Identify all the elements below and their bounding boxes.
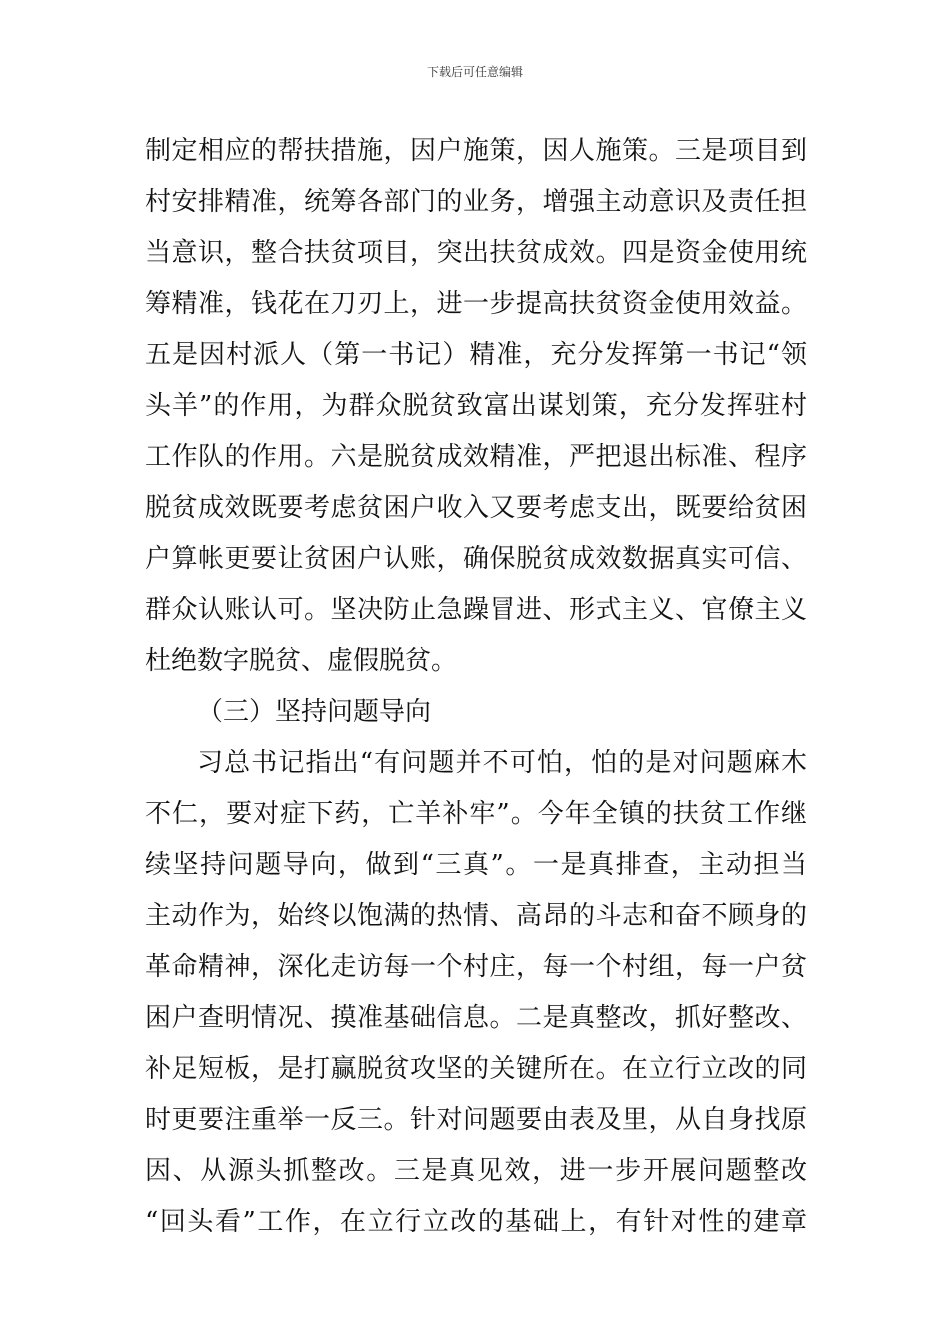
- text-line: 因、从源头抓整改。三是真见效，进一步开展问题整改: [145, 1156, 807, 1186]
- text-line: 当意识，整合扶贫项目，突出扶贫成效。四是资金使用统: [145, 238, 807, 268]
- text-line: 头羊”的作用，为群众脱贫致富出谋划策，充分发挥驻村: [145, 391, 807, 421]
- text-line: 五是因村派人（第一书记）精准，充分发挥第一书记“领: [145, 340, 807, 370]
- text-line: 村安排精准，统筹各部门的业务，增强主动意识及责任担: [145, 187, 807, 217]
- section-heading: （三）坚持问题导向: [197, 697, 432, 727]
- text-line: “回头看”工作，在立行立改的基础上，有针对性的建章: [145, 1207, 807, 1237]
- text-line: 杜绝数字脱贫、虚假脱贫。: [145, 646, 458, 676]
- text-line: 户算帐更要让贫困户认账，确保脱贫成效数据真实可信、: [145, 544, 807, 574]
- text-line: 制定相应的帮扶措施，因户施策，因人施策。三是项目到: [145, 136, 807, 166]
- text-line: 时更要注重举一反三。针对问题要由表及里，从自身找原: [145, 1105, 807, 1135]
- page-header: 下载后可任意编辑: [426, 65, 523, 79]
- text-line: 群众认账认可。坚决防止急躁冒进、形式主义、官僚主义: [145, 595, 807, 625]
- text-line: 革命精神，深化走访每一个村庄，每一个村组，每一户贫: [145, 952, 807, 982]
- text-line: 补足短板，是打赢脱贫攻坚的关键所在。在立行立改的同: [145, 1054, 807, 1084]
- text-line: 筹精准，钱花在刀刃上，进一步提高扶贫资金使用效益。: [145, 289, 807, 319]
- document-body: [145, 126, 807, 1248]
- text-line: 工作队的作用。六是脱贫成效精准，严把退出标准、程序: [145, 442, 807, 472]
- text-line: 不仁，要对症下药，亡羊补牢”。今年全镇的扶贫工作继: [145, 799, 807, 829]
- text-line: 困户查明情况、摸准基础信息。二是真整改，抓好整改、: [145, 1003, 807, 1033]
- text-line: 主动作为，始终以饱满的热情、高昂的斗志和奋不顾身的: [145, 901, 807, 931]
- text-line: 习总书记指出“有问题并不可怕，怕的是对问题麻木: [197, 748, 807, 778]
- text-line: 脱贫成效既要考虑贫困户收入又要考虑支出，既要给贫困: [145, 493, 807, 523]
- text-line: 续坚持问题导向，做到“三真”。一是真排查，主动担当: [145, 850, 807, 880]
